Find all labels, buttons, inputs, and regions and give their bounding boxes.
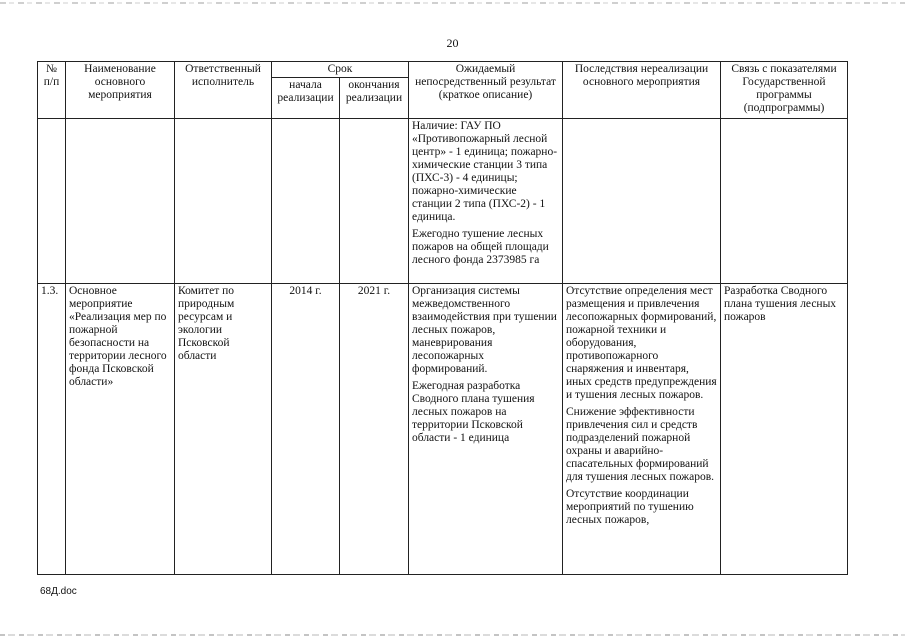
scan-edge-bottom [0,634,905,636]
result-paragraph: Наличие: ГАУ ПО «Противопожарный лесной центр» - 1 единица; пожарно-химические станции 3 типа (ПХС-3) - 4 единицы; пожарно-химические станции 2 типа (ПХС-2) - 1 единица. [412,120,558,223]
header-link: Связь с показателями Государственной программы (подпрограммы) [721,62,848,119]
header-name: Наименование основного мероприятия [66,62,175,119]
cell-end [340,119,409,284]
cell-start [272,119,340,284]
header-consequences: Последствия нереализации основного мероприятия [563,62,721,119]
cell-result [409,284,563,575]
header-executor: Ответственный исполнитель [175,62,272,119]
header-row [38,62,848,78]
cell-executor [175,119,272,284]
cell-num [38,119,66,284]
header-num: № п/п [38,62,66,119]
consequence-paragraph: Отсутствие определения мест размещения и привлечения лесопожарных формирований, пожарной техники и оборудования, противопожарного снаряжения и инвентаря, иных средств предупреждения и тушения лесных пожаров. [566,285,717,401]
cell-consequences [563,284,721,575]
scan-edge-top [0,2,905,4]
cell-end: 2021 г. [340,284,409,575]
header-term: Срок [272,62,409,78]
result-paragraph: Организация системы межведомственного взаимодействия при тушении лесных пожаров, маневрирования лесопожарных формирований. [412,285,557,375]
cell-link: Разработка Сводного плана тушения лесных пожаров [721,284,848,575]
table-row-1-3 [38,284,848,575]
cell-executor: Комитет по природным ресурсам и экологии Псковской области [175,284,272,575]
cell-num: 1.3. [38,284,66,575]
cell-name: Основное мероприятие «Реализация мер по пожарной безопасности на территории лесного фонда Псковской области» [66,284,175,575]
page-number: 20 [446,36,459,50]
cell-result [409,119,563,284]
consequence-paragraph: Отсутствие координации мероприятий по тушению лесных пожаров, [566,488,694,526]
cell-consequences [563,119,721,284]
header-term-start: начала реализации [272,78,340,119]
consequence-paragraph: Снижение эффективности привлечения сил и средств подразделений пожарной охраны и аварийно-спасательных формирований для тушения лесных пожаров. [566,406,715,483]
program-table [37,61,848,575]
footer-filename: 68Д.doc [40,586,77,597]
header-term-end: окончания реализации [340,78,409,119]
header-result: Ожидаемый непосредственный результат (краткое описание) [409,62,563,119]
cell-start: 2014 г. [272,284,340,575]
result-paragraph: Ежегодная разработка Сводного плана тушения лесных пожаров на территории Псковской области - 1 единица [412,380,535,444]
table-row-continued [38,119,848,284]
cell-name [66,119,175,284]
cell-link [721,119,848,284]
result-paragraph: Ежегодно тушение лесных пожаров на общей площади лесного фонда 2373985 га [412,228,549,266]
